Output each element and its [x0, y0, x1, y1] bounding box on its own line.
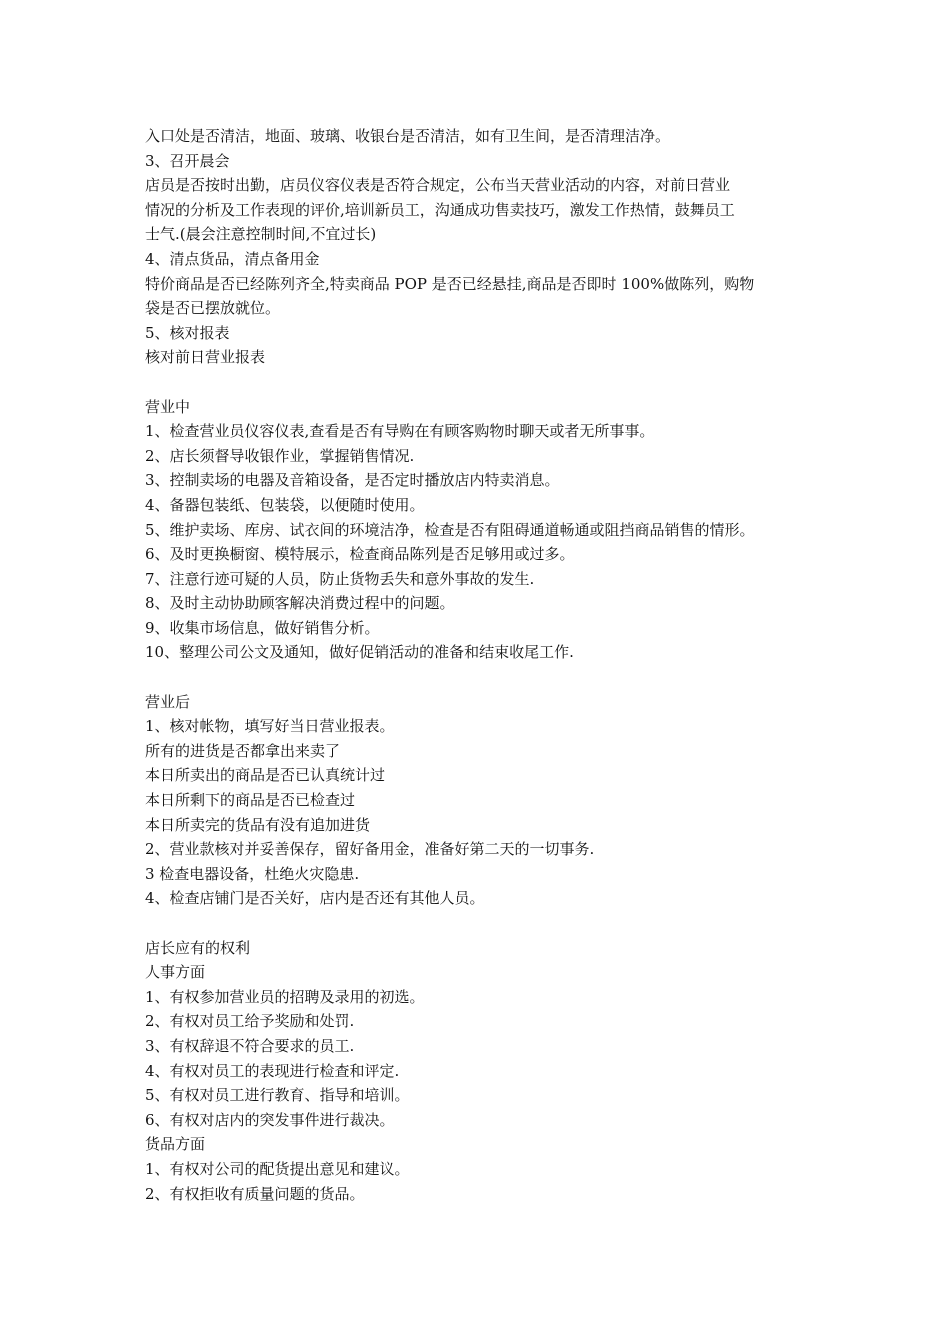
- list-item: 6、及时更换橱窗、模特展示，检查商品陈列是否足够用或过多。: [145, 545, 575, 564]
- subsection-title: 货品方面: [145, 1135, 206, 1154]
- document-page: [145, 124, 825, 1206]
- blank-line: [145, 370, 825, 395]
- list-item: 2、有权对员工给予奖励和处罚.: [145, 1012, 355, 1031]
- section-title: 营业中: [145, 397, 191, 416]
- text-line: 袋是否已摆放就位。: [145, 299, 281, 318]
- list-item: 4、备器包装纸、包装袋，以便随时使用。: [145, 495, 425, 514]
- list-item: 3、有权辞退不符合要求的员工.: [145, 1036, 355, 1055]
- list-item: 1、有权对公司的配货提出意见和建议。: [145, 1159, 410, 1178]
- text-line: 所有的进货是否都拿出来卖了: [145, 741, 341, 760]
- list-item: 4、检查店铺门是否关好，店内是否还有其他人员。: [145, 889, 485, 908]
- section-title: 营业后: [145, 692, 191, 711]
- list-item: 3、控制卖场的电器及音箱设备，是否定时播放店内特卖消息。: [145, 471, 560, 490]
- list-item: 5、有权对员工进行教育、指导和培训。: [145, 1086, 410, 1105]
- list-item: 5、维护卖场、库房、试衣间的环境洁净，检查是否有阻碍通道畅通或阻挡商品销售的情形。: [145, 520, 755, 539]
- section-heading: 3、召开晨会: [145, 151, 230, 170]
- list-item: 7、注意行迹可疑的人员，防止货物丢失和意外事故的发生.: [145, 569, 535, 588]
- blank-line: [145, 911, 825, 936]
- list-item: 2、有权拒收有质量问题的货品。: [145, 1184, 365, 1203]
- text-line: 入口处是否清洁，地面、玻璃、收银台是否清洁，如有卫生间，是否清理洁净。: [145, 127, 671, 145]
- subsection-title: 人事方面: [145, 963, 206, 982]
- blank-line: [145, 665, 825, 690]
- text-line: 本日所卖出的商品是否已认真统计过: [145, 766, 386, 785]
- section-heading: 5、核对报表: [145, 323, 230, 342]
- list-item: 1、有权参加营业员的招聘及录用的初选。: [145, 987, 425, 1006]
- list-item: 6、有权对店内的突发事件进行裁决。: [145, 1110, 395, 1129]
- list-item: 8、及时主动协助顾客解决消费过程中的问题。: [145, 594, 455, 613]
- list-item: 1、检查营业员仪容仪表,查看是否有导购在有顾客购物时聊天或者无所事事。: [145, 422, 655, 441]
- list-item: 3 检查电器设备，杜绝火灾隐患.: [145, 864, 360, 883]
- text-line: 核对前日营业报表: [145, 348, 266, 367]
- text-line: 特价商品是否已经陈列齐全,特卖商品 POP 是否已经悬挂,商品是否即时 100%做陈列，购物: [145, 274, 755, 293]
- text-line: 本日所剩下的商品是否已检查过: [145, 791, 356, 810]
- text-line: 士气.(晨会注意控制时间,不宜过长): [145, 225, 377, 244]
- list-item: 10、整理公司公文及通知，做好促销活动的准备和结束收尾工作.: [145, 643, 574, 662]
- text-line: 本日所卖完的货品有没有追加进货: [145, 815, 371, 834]
- list-item: 2、营业款核对并妥善保存，留好备用金，准备好第二天的一切事务.: [145, 840, 595, 859]
- list-item: 9、收集市场信息，做好销售分析。: [145, 618, 380, 637]
- text-line: 店员是否按时出勤，店员仪容仪表是否符合规定，公布当天营业活动的内容，对前日营业: [145, 176, 731, 195]
- list-item: 1、核对帐物，填写好当日营业报表。: [145, 717, 395, 736]
- list-item: 4、有权对员工的表现进行检查和评定.: [145, 1061, 400, 1080]
- list-item: 2、店长须督导收银作业，掌握销售情况.: [145, 446, 415, 465]
- text-line: 情况的分析及工作表现的评价,培训新员工，沟通成功售卖技巧，激发工作热情，鼓舞员工: [145, 200, 735, 219]
- section-title: 店长应有的权利: [145, 938, 251, 957]
- section-heading: 4、清点货品，清点备用金: [145, 249, 320, 268]
